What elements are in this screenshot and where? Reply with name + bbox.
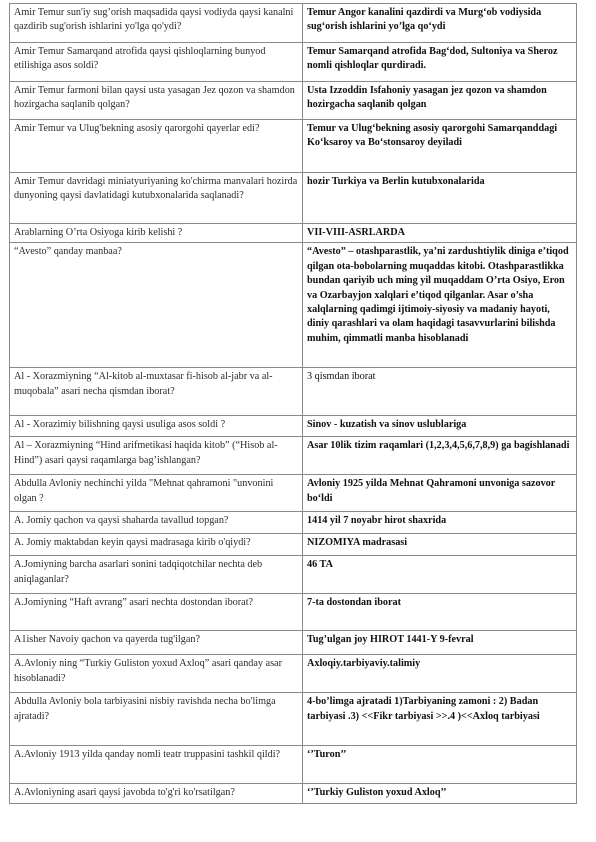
table-row (10, 655, 577, 693)
question-cell: A. Jomiy maktabdan keyin qaysi madrasaga kirib o'qiydi? (10, 534, 303, 556)
question-cell: Amir Temur davridagi miniatyuriyaning ko'chirma manvalari hozirda dunyoning qaysi davlatidagi kutubxonalarida saqlanadi? (10, 173, 303, 224)
table-row (10, 43, 577, 82)
table-row (10, 120, 577, 173)
answer-cell: Asar 10lik tizim raqamlari (1,2,3,4,5,6,7,8,9) ga bagishlanadi (303, 437, 577, 475)
question-cell: A.Avloniyning asari qaysi javobda to'g'ri ko'rsatilgan? (10, 784, 303, 804)
table-row (10, 4, 577, 43)
question-cell: Amir Temur va Ulug'bekning asosiy qarorgohi qayerlar edi? (10, 120, 303, 173)
question-cell: Al - Xorazimiy bilishning qaysi usuliga asos soldi ? (10, 416, 303, 437)
answer-cell: “Avesto” – otashparastlik, ya’ni zardushtiylik diniga e’tiqod qilgan ota-bobolarning muqaddas kitobi. Otashparastlikka bundan qariyib uch ming yil muqaddam O’rta Osiyo, Eron va Ozarbayjon xalqlari e’tiqod qilganlar. Asar o’sha xalqlarning qadimgi ijtimoiy-siyosiy va madaniy hayoti, diniy qarashlari va olam haqidagi tasavvurlarini bilishda muhim, qimmatli manba hisoblanadi (303, 243, 577, 368)
question-cell: Arablarning O’rta Osiyoga kirib kelishi ? (10, 224, 303, 243)
answer-cell: ‘’Turon’’ (303, 746, 577, 784)
answer-cell: Avloniy 1925 yilda Mehnat Qahramoni unvoniga sazovor bo‘ldi (303, 475, 577, 512)
question-cell: “Avesto” qanday manbaa? (10, 243, 303, 368)
answer-cell: Tug’ulgan joy HIROT 1441-Y 9-fevral (303, 631, 577, 655)
table-row (10, 437, 577, 475)
table-row (10, 243, 577, 368)
answer-cell: Temur Samarqand atrofida Bag‘dod, Sultoniya va Sheroz nomli qishloqlar qurdiradi. (303, 43, 577, 82)
table-row (10, 784, 577, 804)
answer-cell: NIZOMIYA madrasasi (303, 534, 577, 556)
question-cell: A. Jomiy qachon va qaysi shaharda tavallud topgan? (10, 512, 303, 534)
answer-cell: 3 qismdan iborat (303, 368, 577, 416)
question-cell: Abdulla Avloniy bola tarbiyasini nisbiy ravishda necha bo'limga ajratadi? (10, 693, 303, 746)
table-row (10, 746, 577, 784)
table-row (10, 224, 577, 243)
answer-cell: Temur Angor kanalini qazdirdi va Murg‘ob vodiysida sug‘orish ishlarini yo’lga qo‘ydi (303, 4, 577, 43)
table-row (10, 534, 577, 556)
answer-cell: 7-ta dostondan iborat (303, 594, 577, 631)
table-row (10, 693, 577, 746)
qa-table (9, 3, 577, 804)
question-cell: A.Jomiyning barcha asarlari sonini tadqiqotchilar nechta deb aniqlaganlar? (10, 556, 303, 594)
answer-cell: Axloqiy.tarbiyaviy.talimiy (303, 655, 577, 693)
question-cell: Abdulla Avloniy nechinchi yilda "Mehnat qahramoni "unvonini olgan ? (10, 475, 303, 512)
answer-cell: 1414 yil 7 noyabr hirot shaxrida (303, 512, 577, 534)
answer-cell: Sinov - kuzatish va sinov uslublariga (303, 416, 577, 437)
question-cell: Amir Temur sun'iy sug’orish maqsadida qaysi vodiyda qaysi kanalni qazdirib sug'orish ishlarini yo'lga qo'ydi? (10, 4, 303, 43)
table-row (10, 556, 577, 594)
answer-cell: Usta Izzoddin Isfahoniy yasagan jez qozon va shamdon hozirgacha saqlanib qolgan (303, 82, 577, 120)
question-cell: Al - Xorazmiyning “Al-kitob al-muxtasar fi-hisob al-jabr va al-muqobala” asari necha qismdan iborat? (10, 368, 303, 416)
table-row (10, 475, 577, 512)
answer-cell: VII-VIII-ASRLARDA (303, 224, 577, 243)
table-row (10, 416, 577, 437)
question-cell: A.Jomiyning “Haft avrang” asari nechta dostondan iborat? (10, 594, 303, 631)
question-cell: Amir Temur Samarqand atrofida qaysi qishloqlarning bunyod etilishiga asos soldi? (10, 43, 303, 82)
table-row (10, 512, 577, 534)
answer-cell: Temur va Ulug‘bekning asosiy qarorgohi Samarqanddagi Ko‘ksaroy va Bo‘stonsaroy deyiladi (303, 120, 577, 173)
qa-table-body (10, 4, 577, 804)
question-cell: Al – Xorazmiyning “Hind arifmetikasi haqida kitob” (“Hisob al-Hind”) asari qaysi raqamlarga bag’ishlangan? (10, 437, 303, 475)
table-row (10, 82, 577, 120)
question-cell: A1isher Navoiy qachon va qayerda tug'ilgan? (10, 631, 303, 655)
answer-cell: ‘’Turkiy Guliston yoxud Axloq’’ (303, 784, 577, 804)
table-row (10, 173, 577, 224)
answer-cell: 46 TA (303, 556, 577, 594)
table-row (10, 594, 577, 631)
answer-cell: hozir Turkiya va Berlin kutubxonalarida (303, 173, 577, 224)
answer-cell: 4-bo’limga ajratadi 1)Tarbiyaning zamoni : 2) Badan tarbiyasi .3) <<Fikr tarbiyasi >>.4 )<<Axloq tarbiyasi (303, 693, 577, 746)
question-cell: Amir Temur farmoni bilan qaysi usta yasagan Jez qozon va shamdon hozirgacha saqlanib qolgan? (10, 82, 303, 120)
question-cell: A.Avloniy 1913 yilda qanday nomli teatr truppasini tashkil qildi? (10, 746, 303, 784)
table-row (10, 631, 577, 655)
question-cell: A.Avloniy ning “Turkiy Guliston yoxud Axloq” asari qanday asar hisoblanadi? (10, 655, 303, 693)
table-row (10, 368, 577, 416)
